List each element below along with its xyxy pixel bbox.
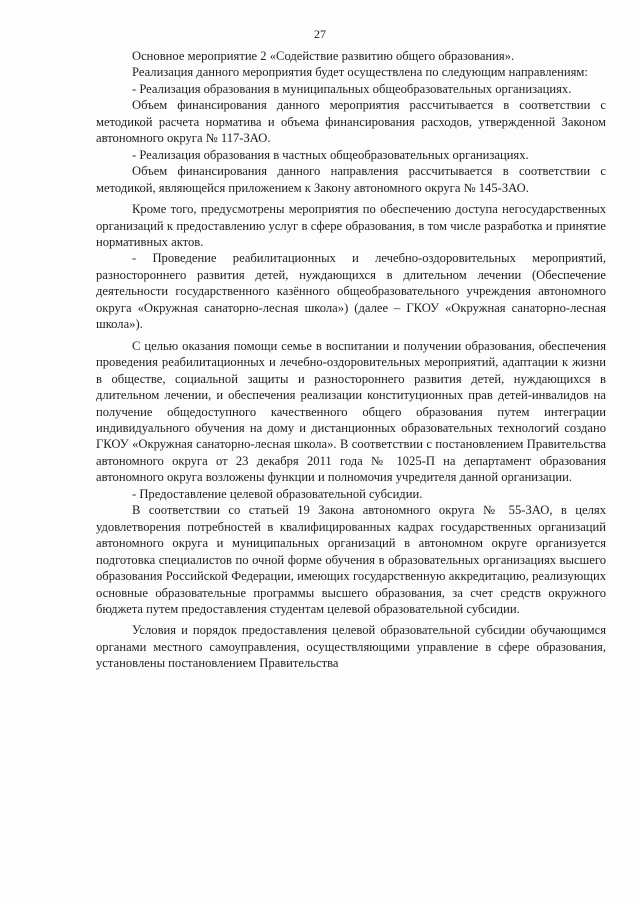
paragraph-target-subsidy: - Предоставление целевой образовательной субсидии. (132, 486, 423, 501)
paragraph-private-organizations: - Реализация образования в частных общеобразовательных организациях. (132, 147, 529, 162)
document-body (96, 48, 606, 672)
page-number: 27 (314, 27, 326, 41)
paragraph-municipal-organizations: - Реализация образования в муниципальных общеобразовательных организациях. (132, 81, 572, 96)
paragraph-directions-intro: Реализация данного мероприятия будет осуществлена по следующим направлениям: (132, 65, 588, 80)
paragraph-article-19: В соответствии со статьей 19 Закона автономного округа № 55-ЗАО, в целях удовлетворения потребностей в квалифицированных кадрах государственных организаций автономного округа и муниципальных организаций в автономном округе организуется подготовка специалистов по очной форме обучения в образовательных организациях высшего образования Российской Федерации, имеющих государственную аккредитацию, реализующих основные образовательные программы высшего образования, за счет средств окружного бюджета путем предоставления студентам целевой образовательной субсидии. (96, 503, 606, 616)
paragraph-rehabilitation: - Проведение реабилитационных и лечебно-оздоровительных мероприятий, разностороннего развития детей, нуждающихся в длительном лечении (Обеспечение деятельности государственного казённого общеобразовательного учреждения автономного округа «Окружная санаторно-лесная школа») (далее – ГКОУ «Окружная санаторно-лесная школа»). (96, 251, 606, 332)
paragraph-subsidy-conditions: Условия и порядок предоставления целевой образовательной субсидии обучающимся органами местного самоуправления, осуществляющими управление в сфере образования, установлены постановлением Правительства (96, 623, 606, 671)
paragraph-main-activity-2: Основное мероприятие 2 «Содействие развитию общего образования». (132, 49, 515, 63)
paragraph-family-assistance: С целью оказания помощи семье в воспитании и получении образования, обеспечения проведения реабилитационных и лечебно-оздоровительных мероприятий, адаптации к жизни в обществе, социальной защиты и разностороннего развития детей, нуждающихся в длительном лечении, и обеспечения реализации конституционных прав детей-инвалидов на получение общедоступного качественного общего образования путем интеграции индивидуального обучения на дому и дистанционных образовательных технологий создано ГКОУ «Окружная санаторно-лесная школа». В соответствии с постановлением Правительства автономного округа от 23 декабря 2011 года № 1025-П на департамент образования автономного округа возложены функции и полномочия учредителя данной организации. (96, 338, 606, 485)
paragraph-non-state-access: Кроме того, предусмотрены мероприятия по обеспечению доступа негосударственных организаций к предоставлению услуг в сфере образования, в том числе разработка и принятие нормативных актов. (96, 202, 606, 249)
paragraph-funding-117-zao: Объем финансирования данного мероприятия рассчитывается в соответствии с методикой расчета норматива и объема финансирования расходов, утвержденной Законом автономного округа № 117-ЗАО. (96, 98, 606, 146)
paragraph-funding-145-zao: Объем финансирования данного направления рассчитывается в соответствии с методикой, являющейся приложением к Закону автономного округа № 145-ЗАО. (96, 164, 606, 195)
